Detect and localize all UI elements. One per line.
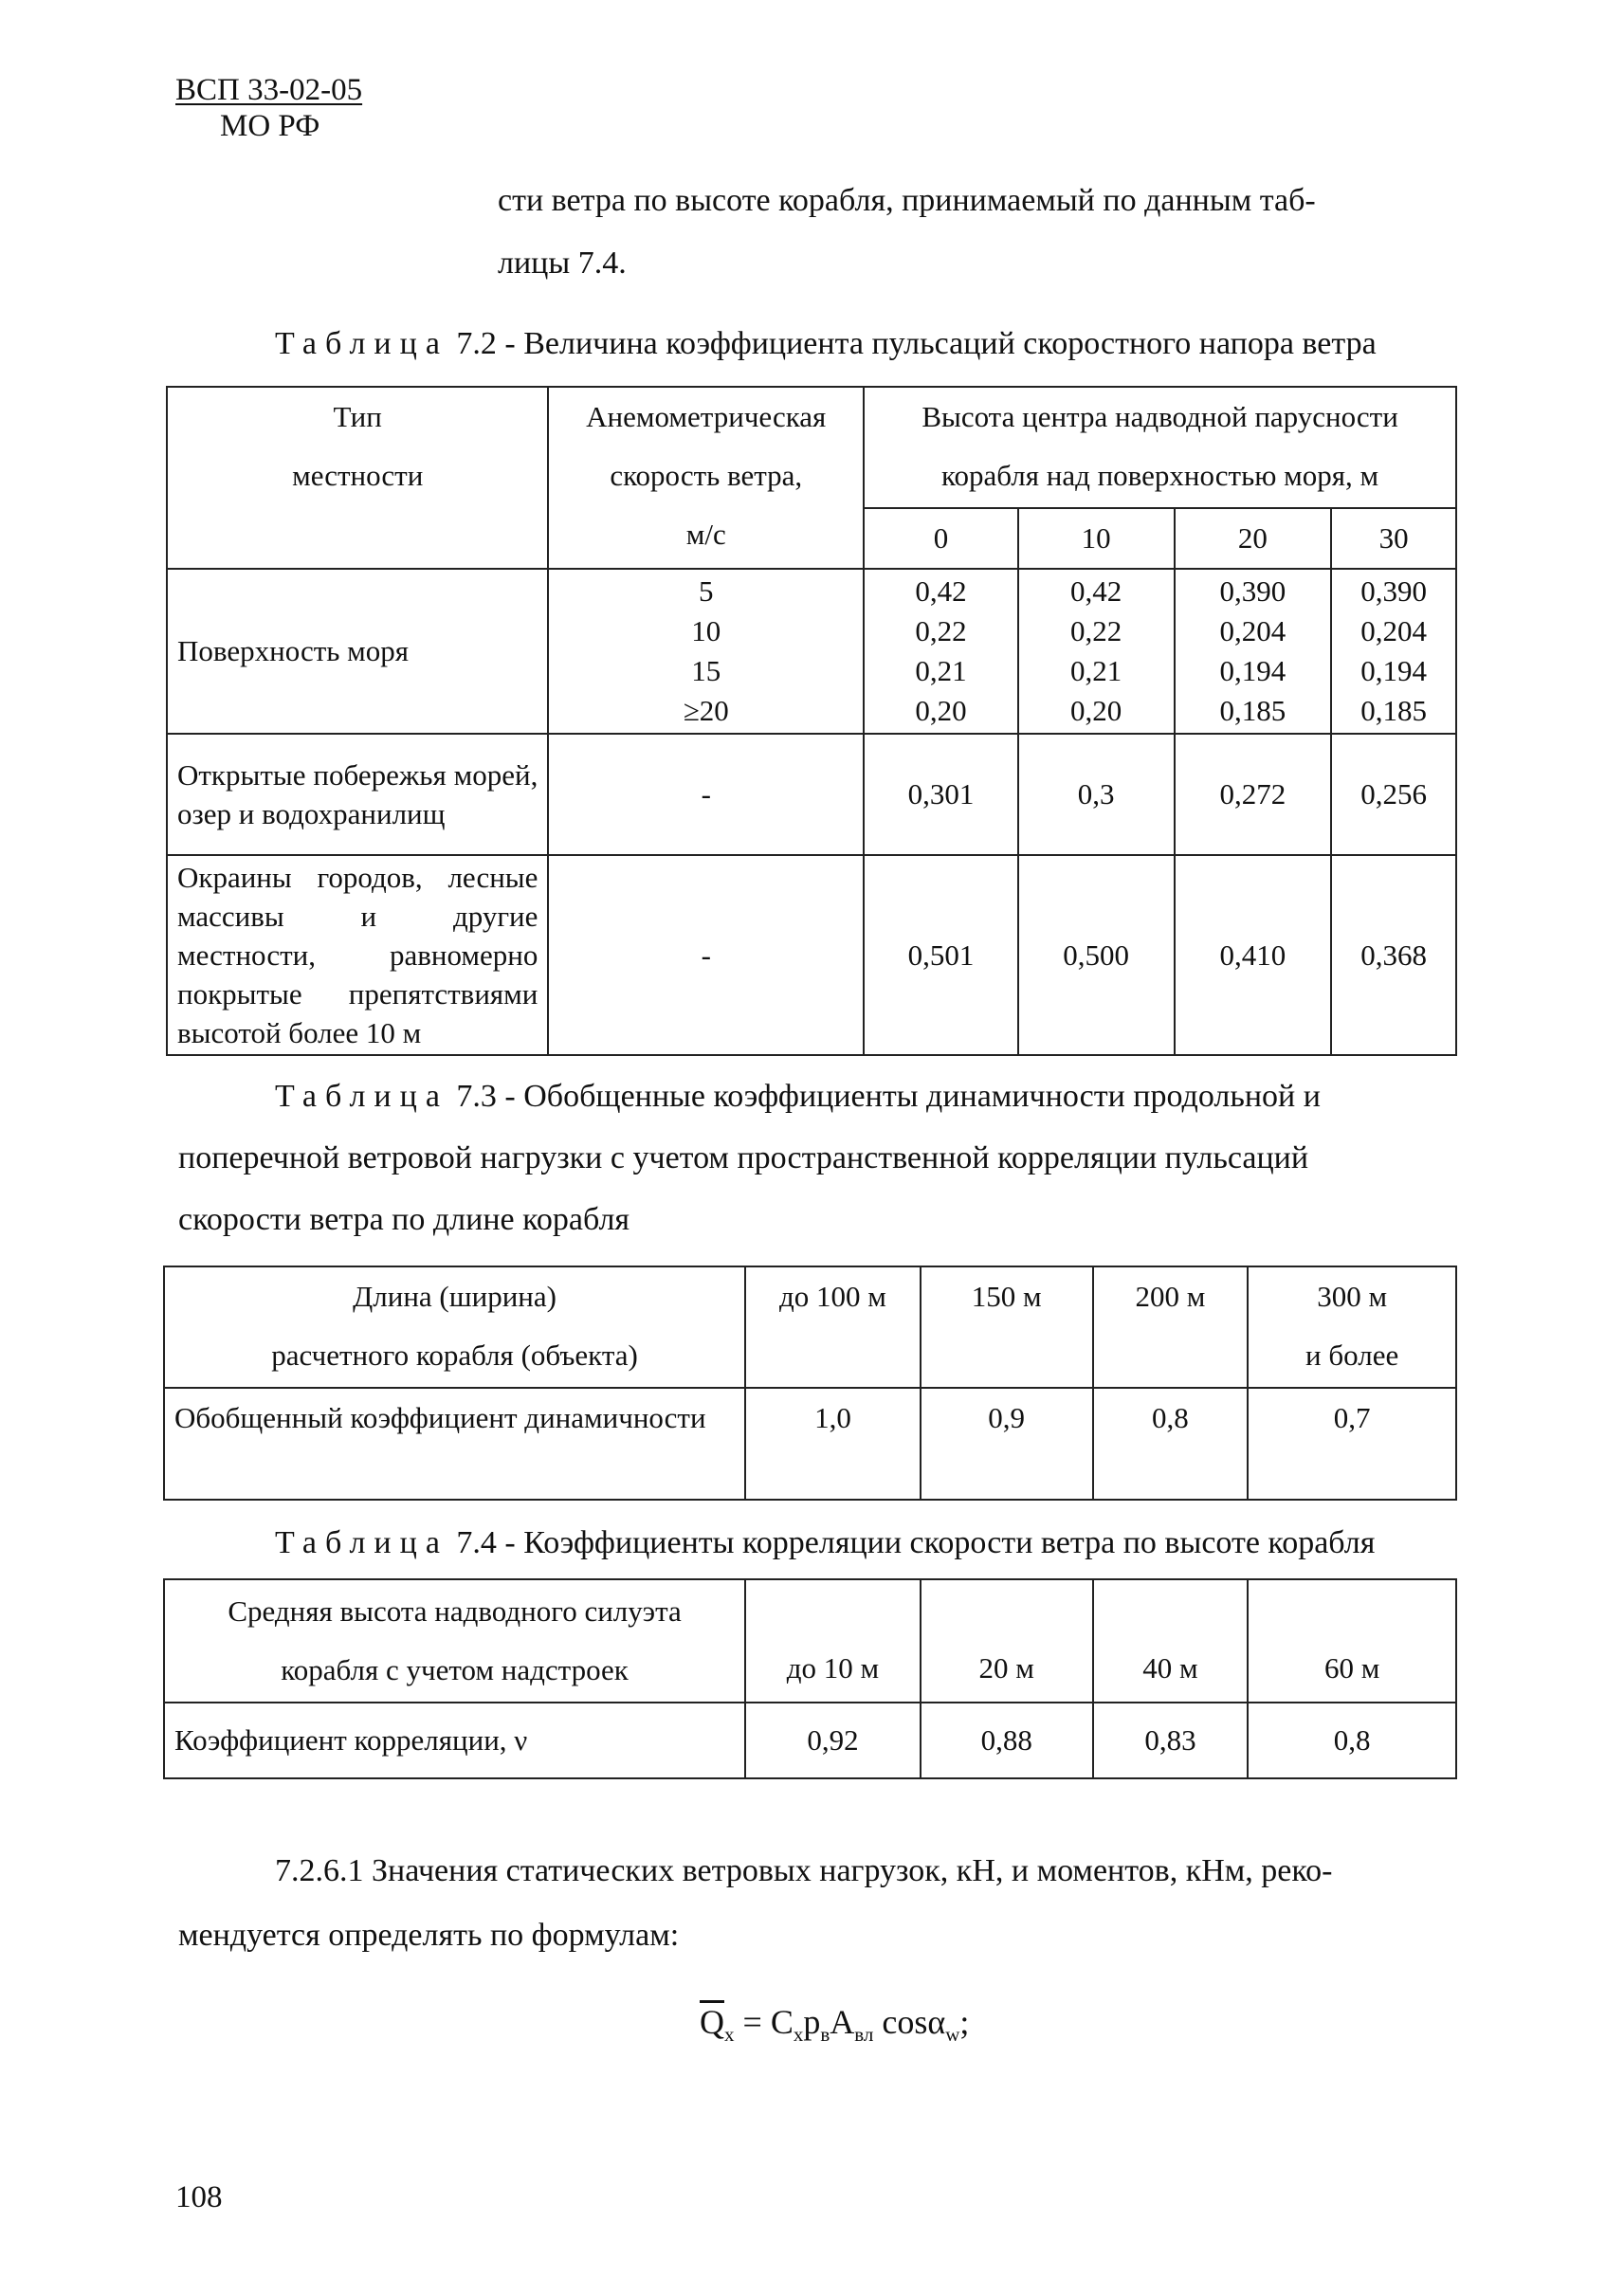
row-label-open-coasts: Открытые побережья морей, озер и водохранилищ [167, 734, 548, 855]
table-cell: 0,20 [1070, 694, 1122, 727]
table-cell: 0,501 [864, 855, 1018, 1055]
column-header-200m: 200 м [1093, 1266, 1249, 1388]
organization: МО РФ [220, 109, 320, 143]
table-cell: 0,83 [1093, 1703, 1249, 1778]
table-cell: 0,194 [1360, 654, 1427, 687]
table-cell: - [548, 734, 864, 855]
table-cell: 0,204 [1219, 614, 1286, 647]
table-cell: 0,368 [1331, 855, 1456, 1055]
header-length-line-1: Длина (ширина) [353, 1280, 557, 1313]
table-cell: 0,8 [1093, 1388, 1249, 1500]
page-number: 108 [175, 2180, 223, 2214]
table-cell: 10 [691, 614, 721, 647]
table-cell: 0,9 [921, 1388, 1093, 1500]
table-cell: 0,92 [745, 1703, 921, 1778]
header-300m-line-1: 300 м [1317, 1280, 1388, 1313]
table-cell: 0,88 [921, 1703, 1093, 1778]
table-cell: 0,42 [915, 574, 967, 608]
table-cell: 0,22 [1070, 614, 1122, 647]
column-header-length [164, 1266, 745, 1388]
caption-text: 7.2 - Величина коэффициента пульсаций скоростного напора ветра [447, 326, 1377, 361]
table-7-2 [166, 386, 1457, 1056]
table-cell: 0,21 [1070, 654, 1122, 687]
values-h30 [1331, 569, 1456, 734]
table-cell: 0,204 [1360, 614, 1427, 647]
header-speed-line-1: Анемометрическая [586, 400, 827, 433]
row-label-dynamic-coefficient: Обобщенный коэффициент динамичности [164, 1388, 745, 1500]
formula-alpha-sub: w [945, 2023, 960, 2047]
header-speed-line-3: м/с [685, 518, 726, 551]
height-30: 30 [1331, 508, 1456, 569]
caption-word: Таблица [275, 1525, 448, 1560]
header-height-line-1: Высота центра надводной парусности [921, 400, 1398, 433]
values-h0 [864, 569, 1018, 734]
table-cell: 0,22 [915, 614, 967, 647]
row-label-correlation: Коэффициент корреляции, ν [164, 1703, 745, 1778]
table-cell: 0,500 [1018, 855, 1175, 1055]
table-cell: 0,390 [1219, 574, 1286, 608]
formula [700, 2002, 969, 2047]
intro-line-2: лицы 7.4. [498, 246, 627, 281]
values-h20 [1175, 569, 1332, 734]
header-height-line-2: корабля над поверхностью моря, м [941, 459, 1379, 492]
table-cell: 0,390 [1360, 574, 1427, 608]
header-300m-line-2: и более [1305, 1339, 1399, 1372]
column-header-60m: 60 м [1248, 1579, 1456, 1703]
table-cell: 15 [691, 654, 721, 687]
table-7-2-caption [275, 326, 1377, 362]
table-cell: 0,301 [864, 734, 1018, 855]
formula-p-sub: в [820, 2023, 830, 2047]
table-cell: 0,8 [1248, 1703, 1456, 1778]
table-7-3-caption-line-3: скорости ветра по длине корабля [178, 1202, 630, 1237]
table-7-3 [163, 1266, 1457, 1501]
formula-eq: = [734, 2003, 771, 2041]
table-cell: ≥20 [683, 694, 729, 727]
header-speed-line-2: скорость ветра, [610, 459, 803, 492]
column-header-speed [548, 387, 864, 569]
caption-text: 7.3 - Обобщенные коэффициенты динамичности продольной и [447, 1079, 1321, 1114]
intro-line-1: сти ветра по высоте корабля, принимаемый по данным таб- [498, 183, 1316, 218]
table-cell: 5 [699, 574, 714, 608]
caption-word: Таблица [275, 1079, 448, 1114]
column-header-300m [1248, 1266, 1456, 1388]
column-header-40m: 40 м [1093, 1579, 1249, 1703]
column-header-type [167, 387, 548, 569]
formula-a-sub: вл [854, 2023, 874, 2047]
table-cell: 1,0 [745, 1388, 921, 1500]
table-cell: 0,194 [1219, 654, 1286, 687]
table-cell: - [548, 855, 864, 1055]
table-7-4-caption [275, 1525, 1375, 1561]
header-length-line-2: расчетного корабля (объекта) [271, 1339, 638, 1372]
table-cell: 0,272 [1175, 734, 1332, 855]
table-cell: 0,42 [1070, 574, 1122, 608]
speed-values [548, 569, 864, 734]
column-header-height [864, 387, 1456, 508]
table-7-3-caption-line-2: поперечной ветровой нагрузки с учетом пространственной корреляции пульсаций [178, 1140, 1309, 1175]
column-header-20m: 20 м [921, 1579, 1093, 1703]
height-10: 10 [1018, 508, 1175, 569]
table-cell: 0,20 [915, 694, 967, 727]
column-header-150m: 150 м [921, 1266, 1093, 1388]
formula-a: A [830, 2003, 855, 2041]
column-header-100m: до 100 м [745, 1266, 921, 1388]
table-7-3-caption-line-1 [275, 1079, 1321, 1115]
table-cell: 0,7 [1248, 1388, 1456, 1500]
header-type-line-2: местности [292, 459, 424, 492]
height-0: 0 [864, 508, 1018, 569]
table-cell: 0,185 [1219, 694, 1286, 727]
section-7-2-6-1-line-2: мендуется определять по формулам: [178, 1918, 680, 1953]
table-cell: 0,3 [1018, 734, 1175, 855]
formula-c-sub: x [793, 2023, 804, 2047]
row-label-city-outskirts: Окраины городов, лесные массивы и другие местности, равномерно покрытые препятствиями высотой более 10 м [167, 855, 548, 1055]
column-header-10m: до 10 м [745, 1579, 921, 1703]
formula-end: ; [959, 2003, 970, 2041]
formula-p: p [803, 2003, 821, 2041]
row-label-sea-surface: Поверхность моря [167, 569, 548, 734]
formula-q-sub: x [724, 2023, 735, 2047]
header-type-line-1: Тип [333, 400, 382, 433]
formula-cos: cos [873, 2003, 928, 2041]
section-7-2-6-1-line-1: 7.2.6.1 Значения статических ветровых нагрузок, кН, и моментов, кНм, реко- [275, 1853, 1333, 1888]
table-cell: 0,410 [1175, 855, 1332, 1055]
document-code: ВСП 33-02-05 [175, 73, 363, 107]
header-silhouette-line-2: корабля с учетом надстроек [281, 1653, 629, 1686]
caption-word: Таблица [275, 326, 448, 361]
table-cell: 0,185 [1360, 694, 1427, 727]
formula-c: C [770, 2003, 794, 2041]
table-7-4 [163, 1578, 1457, 1779]
values-h10 [1018, 569, 1175, 734]
height-20: 20 [1175, 508, 1332, 569]
column-header-silhouette-height [164, 1579, 745, 1703]
table-cell: 0,256 [1331, 734, 1456, 855]
header-silhouette-line-1: Средняя высота надводного силуэта [228, 1594, 682, 1628]
table-cell: 0,21 [915, 654, 967, 687]
formula-alpha: α [927, 2003, 946, 2041]
formula-q: $\overline{Q}$ [700, 2003, 724, 2041]
caption-text: 7.4 - Коэффициенты корреляции скорости ветра по высоте корабля [447, 1525, 1376, 1560]
